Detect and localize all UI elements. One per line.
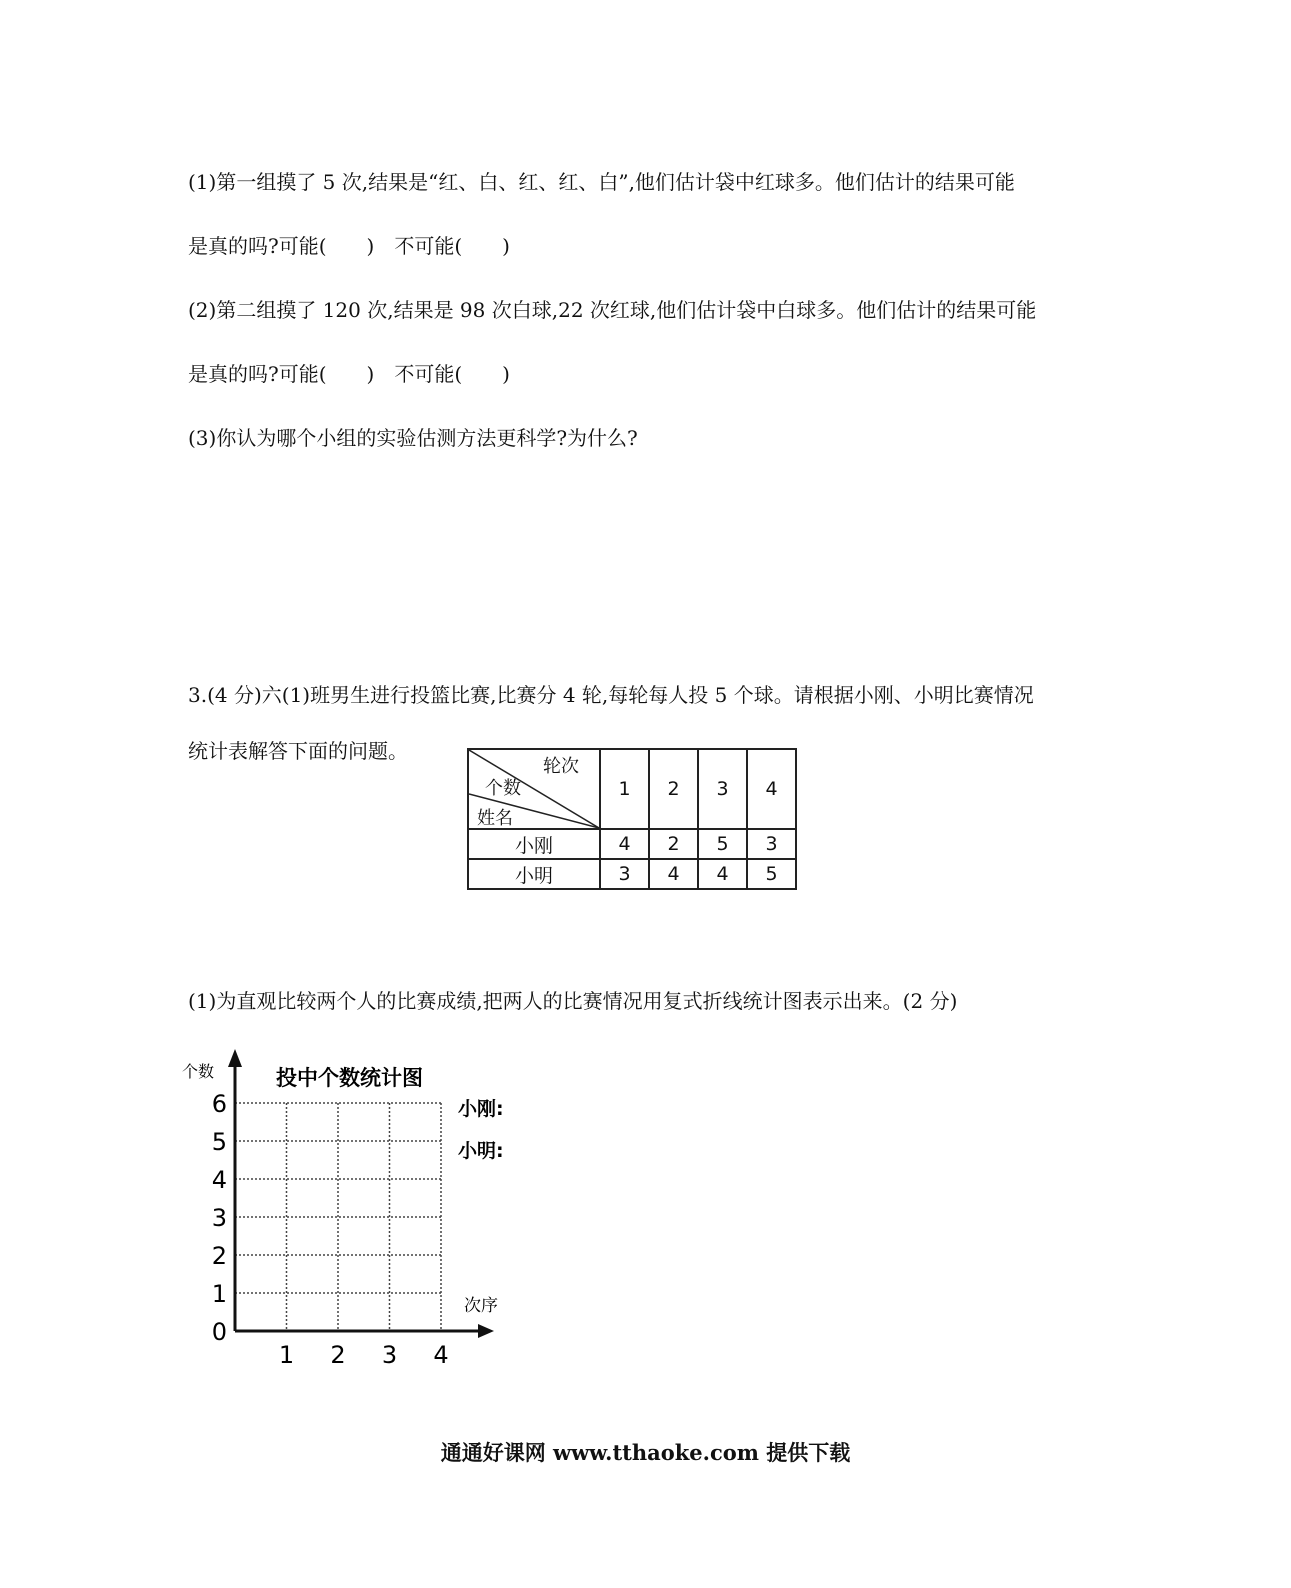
y-tick-label: 1 — [211, 1280, 227, 1308]
x-axis-label: 次序 — [464, 1296, 498, 1316]
y-tick-label: 0 — [211, 1318, 227, 1346]
table-header-round-3: 3 — [698, 749, 747, 829]
x-axis-arrow — [478, 1324, 494, 1338]
y-axis-label: 个数 — [182, 1062, 215, 1081]
problem3-intro-line1: 3.(4 分)六(1)班男生进行投篮比赛,比赛分 4 轮,每轮每人投 5 个球。请根据小刚、小明比赛情况 — [188, 683, 1034, 707]
q2-text-line1: (2)第二组摸了 120 次,结果是 98 次白球,22 次红球,他们估计袋中白球多。他们估计的结果可能 — [188, 298, 1037, 322]
y-tick-label: 6 — [211, 1090, 227, 1118]
table-cell: 4 — [600, 829, 649, 859]
corner-label-name: 姓名 — [477, 808, 513, 829]
table-header-round-2: 2 — [649, 749, 698, 829]
chart-labels — [182, 1062, 504, 1369]
table-row — [468, 859, 796, 889]
stats-table — [467, 748, 797, 890]
table-cell: 4 — [698, 859, 747, 889]
corner-label-round: 轮次 — [543, 756, 579, 777]
chart-grid — [235, 1103, 441, 1331]
legend-entry: 小明: — [458, 1140, 504, 1162]
x-tick-label: 1 — [278, 1341, 295, 1369]
table-cell: 3 — [747, 829, 796, 859]
q3-text: (3)你认为哪个小组的实验估测方法更科学?为什么? — [188, 426, 638, 450]
chart-axes — [228, 1049, 494, 1338]
q2-text-line2: 是真的吗?可能( ) 不可能( ) — [188, 362, 510, 386]
y-tick-label: 4 — [211, 1166, 227, 1194]
table-cell: 3 — [600, 859, 649, 889]
x-tick-label: 4 — [433, 1341, 449, 1369]
table-header-row — [468, 749, 796, 829]
y-tick-label: 3 — [211, 1204, 227, 1232]
q1-text-line2: 是真的吗?可能( ) 不可能( ) — [188, 234, 510, 258]
table-header-round-1: 1 — [600, 749, 649, 829]
x-tick-label: 3 — [381, 1341, 398, 1369]
y-tick-label: 5 — [211, 1128, 227, 1156]
chart-title: 投中个数统计图 — [276, 1066, 423, 1090]
problem3-intro-line2: 统计表解答下面的问题。 — [188, 739, 408, 763]
blank-line-chart — [180, 1045, 520, 1375]
table-cell: 5 — [698, 829, 747, 859]
legend-entry: 小刚: — [458, 1098, 504, 1120]
table-row-name: 小明 — [468, 859, 600, 889]
corner-label-count: 个数 — [485, 778, 521, 799]
table-cell: 2 — [649, 829, 698, 859]
table-cell: 5 — [747, 859, 796, 889]
table-corner-cell — [468, 749, 600, 829]
problem3-sub1: (1)为直观比较两个人的比赛成绩,把两人的比赛情况用复式折线统计图表示出来。(2 分) — [188, 989, 958, 1013]
table-header-round-4: 4 — [747, 749, 796, 829]
table-row-name: 小刚 — [468, 829, 600, 859]
q1-text-line1: (1)第一组摸了 5 次,结果是“红、白、红、红、白”,他们估计袋中红球多。他们估计的结果可能 — [188, 170, 1015, 194]
table-row — [468, 829, 796, 859]
y-tick-label: 2 — [211, 1242, 227, 1270]
y-axis-arrow — [228, 1049, 242, 1067]
table-cell: 4 — [649, 859, 698, 889]
footer-text: 通通好课网 www.tthaoke.com 提供下载 — [440, 1440, 851, 1465]
x-tick-label: 2 — [330, 1341, 346, 1369]
